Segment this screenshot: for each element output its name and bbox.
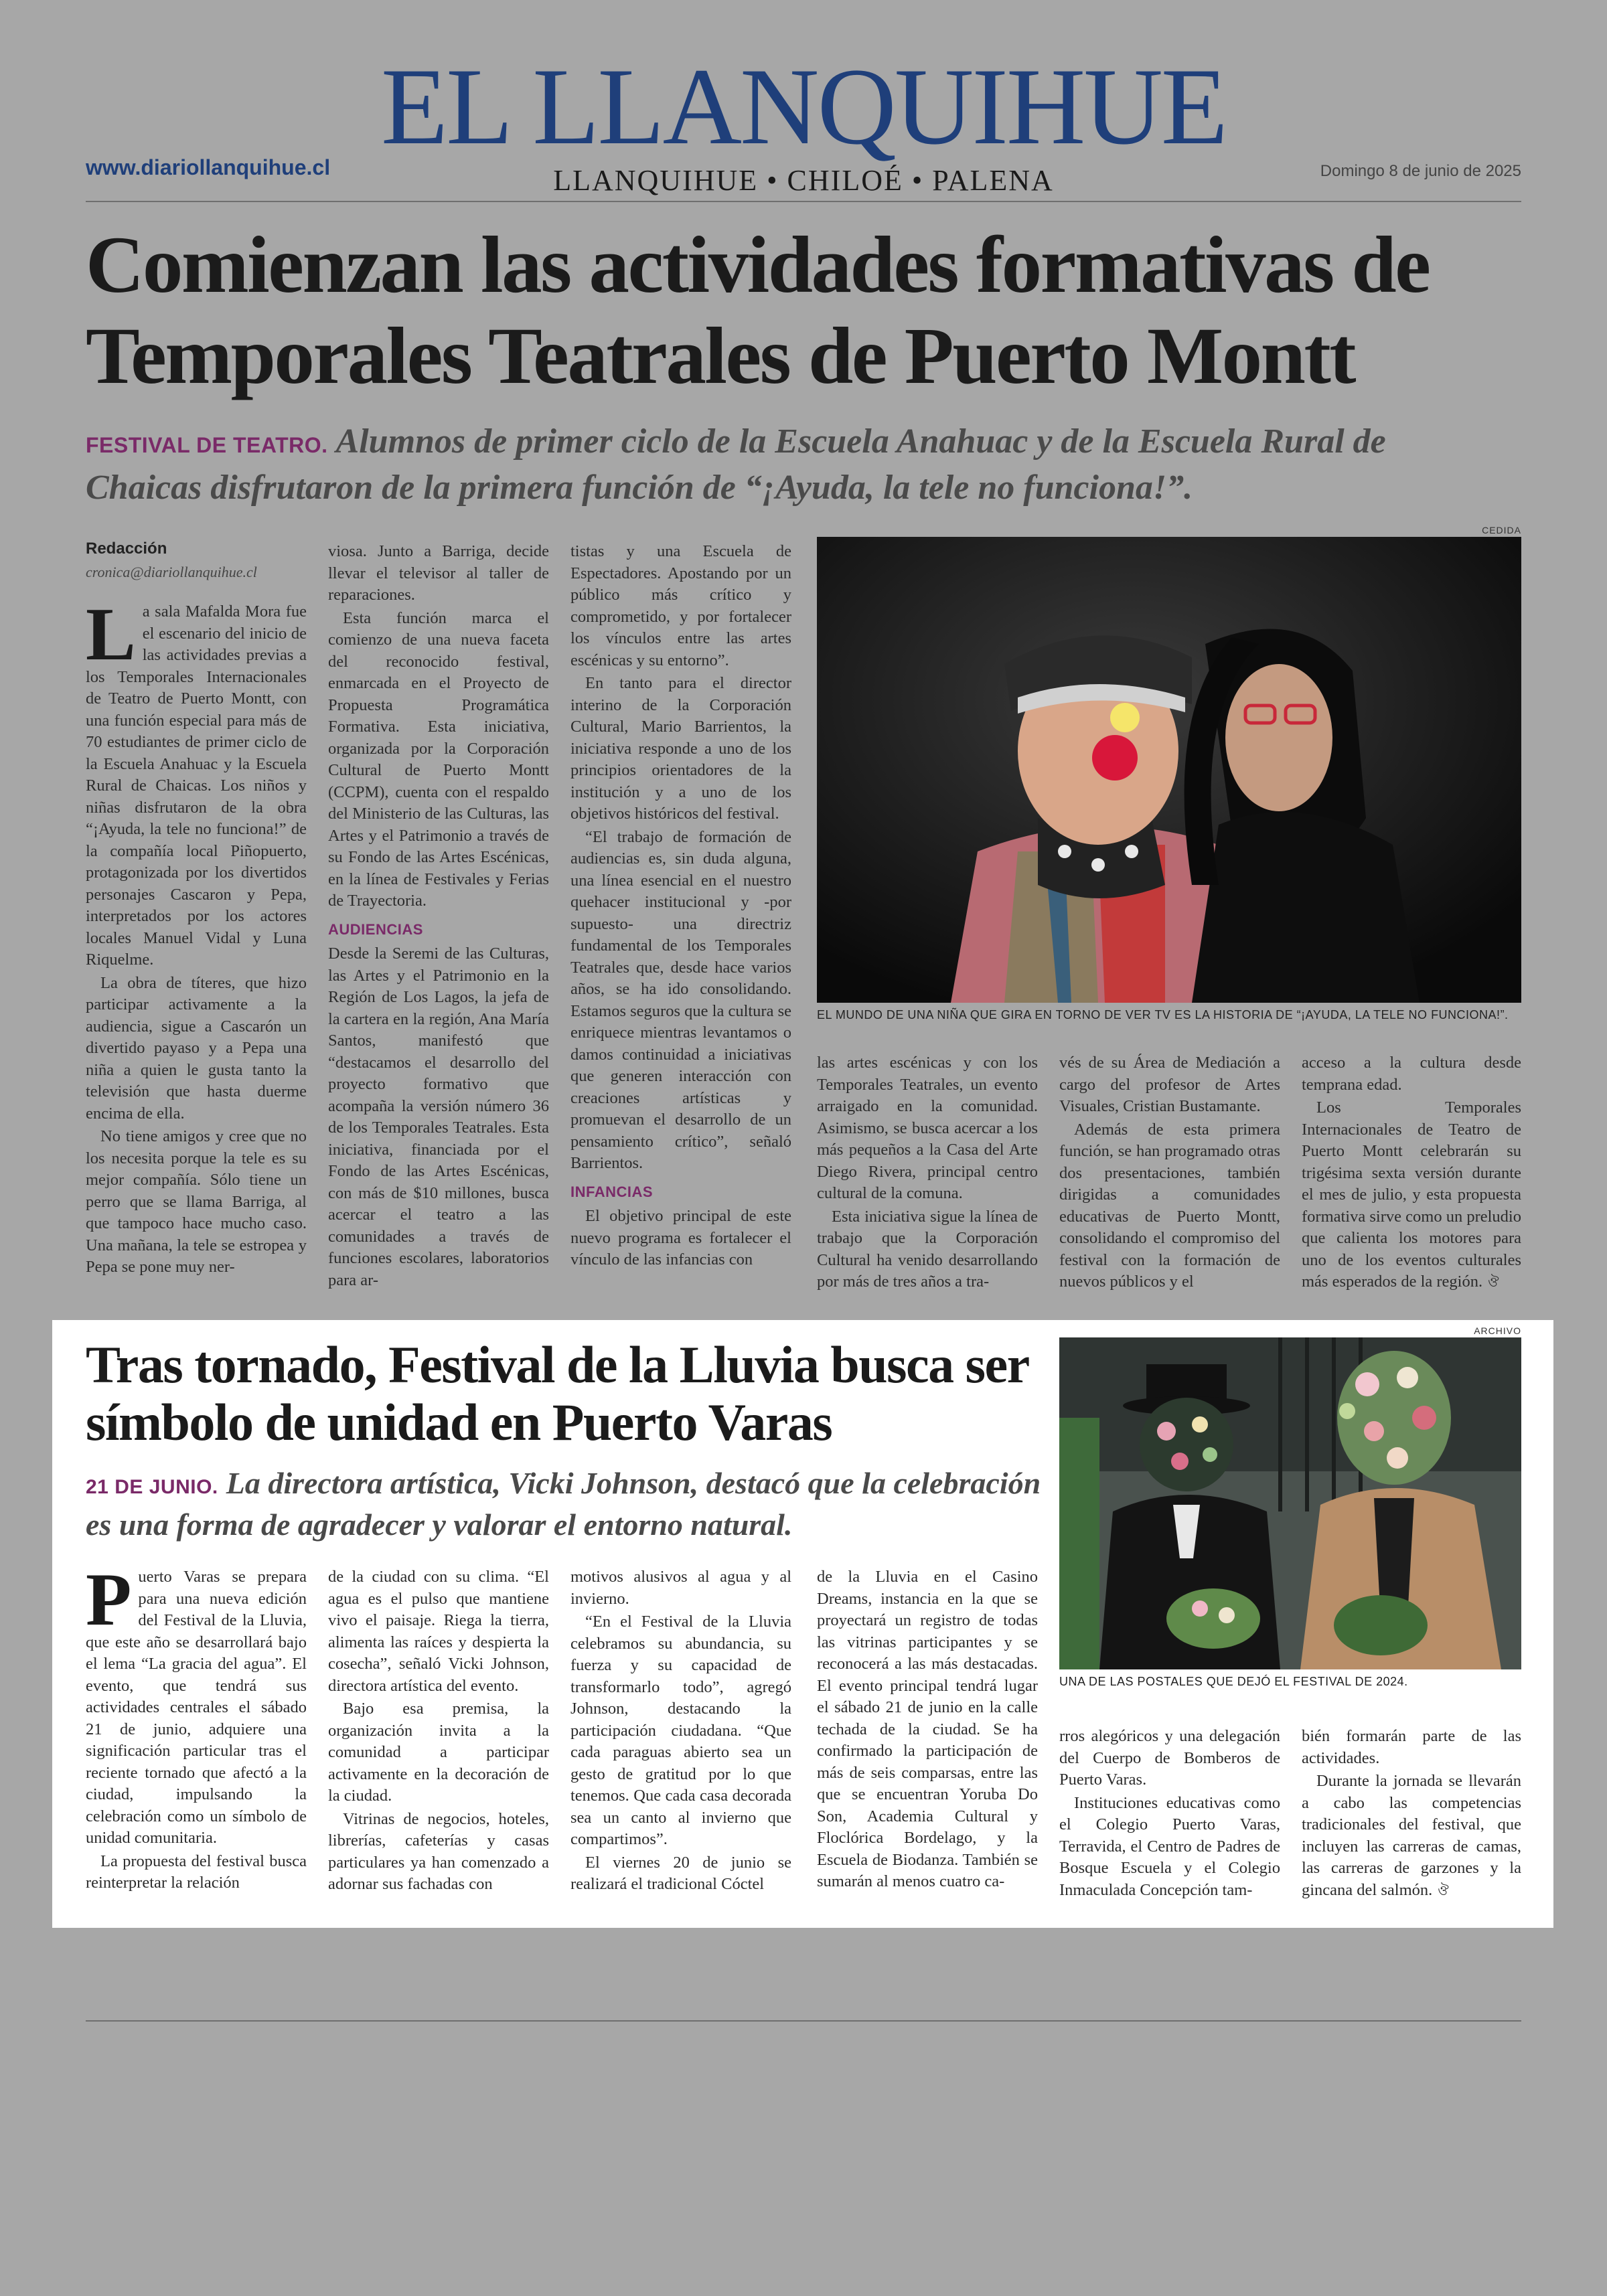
publication-date: Domingo 8 de junio de 2025: [1320, 162, 1521, 180]
article1-column-2: [328, 541, 549, 1305]
article1-column-1: [86, 601, 307, 1305]
article2-column-3: [570, 1566, 791, 1914]
article2-paragraph: motivos alusivos al agua y al invierno.: [570, 1568, 791, 1608]
article2-paragraph: “En el Festival de la Lluvia celebramos su abundancia, su fuerza y su capacidad de transformarlo todo”, agregó Johnson, destacando la participación ciudadana. “Que cada paraguas abierto sea un gesto de gratitud por lo que tenemos. Que cada casa decorada sea un canto al invierno que compartimos”.: [570, 1613, 791, 1848]
article1-paragraph: Esta función marca el comienzo de una nueva faceta del reconocido festival, enmarcada en el Proyecto de Propuesta Programática Formativa. Esta iniciativa, organizada por la Corporación Cultural de Puerto Montt (CCPM), cuenta con el respaldo del Ministerio de las Culturas, las Artes y el Patrimonio a través de su Fondo de las Artes Escénicas, en la línea de Festivales y Ferias de Trayectoria.: [328, 608, 549, 910]
article2-dropcap: P: [86, 1566, 132, 1641]
masthead-divider: [86, 201, 1521, 202]
article2-column-6: [1302, 1726, 1521, 1914]
article1-paragraph: La obra de títeres, que hizo participar activamente a la audiencia, sigue a Cascarón un divertido payaso y a Pepa una niña a quien le gusta tanto la televisión que hasta duerme encima de ella.: [86, 973, 307, 1123]
article1-paragraph: “El trabajo de formación de audiencias es, sin duda alguna, una línea esencial en el nuestro quehacer institucional y -por supuesto- una directriz fundamental de los Temporales Teatrales que, desde hace varios años, se ha ido consolidando. Estamos seguros que la cultura se enriquece mientras levantamos o damos continuidad a iniciativas que generen interacción con creaciones artísticas y promuevan el desarrollo de un pensamiento crítico”, señaló Barrientos.: [570, 827, 791, 1172]
article2-paragraph: rros alegóricos y una delegación del Cuerpo de Bomberos de Puerto Varas.: [1059, 1727, 1280, 1789]
article2-kicker: [86, 1465, 1050, 1544]
article1-dropcap: L: [86, 601, 136, 676]
article1-column-3: [570, 541, 791, 1305]
article2-paragraph: Instituciones educativas como el Colegio Puerto Varas, Terravida, el Centro de Padres de Bosque Escuela y el Colegio Inmaculada Concepción tam-: [1059, 1793, 1280, 1899]
subhead-audiencias: AUDIENCIAS: [328, 920, 423, 938]
article1-paragraph: El objetivo principal de este nuevo programa es fortalecer el vínculo de las infancias con: [570, 1207, 791, 1268]
article1-column-5: [1059, 1052, 1280, 1305]
article2-paragraph: bién formarán parte de las actividades.: [1302, 1727, 1521, 1767]
photo1-caption: EL MUNDO DE UNA NIÑA QUE GIRA EN TORNO DE VER TV ES LA HISTORIA DE “¡AYUDA, LA TELE NO FUNCIONA!”.: [817, 1008, 1509, 1021]
article2-paragraph: Bajo esa premisa, la organización invita a la comunidad a participar activamente en la decoración de la ciudad.: [328, 1700, 549, 1805]
article2-paragraph: Puerto Varas se prepara para una nueva edición del Festival de la Lluvia, que este año se desarrollará bajo el lema “La gracia del agua”. El evento, que tendrá sus actividades centrales el sábado 21 de junio, adquiere una significación particular tras el reciente tornado que afectó a la ciudad, impulsando la celebración como un símbolo de unidad comunitaria.: [86, 1566, 307, 1847]
photo-festival-costumes: [1059, 1337, 1521, 1669]
subhead-infancias: INFANCIAS: [570, 1183, 654, 1200]
article2-kicker-text: La directora artística, Vicki Johnson, destacó que la celebración es una forma de agradecer y valorar el entorno natural.: [86, 1466, 1041, 1542]
article2-paragraph: de la Lluvia en el Casino Dreams, instancia en la que se proyectará un registro de todas las vitrinas participantes y se reconocerá a las más destacadas. El evento principal tendrá lugar el sábado 21 de junio en la calle techada de la ciudad. Se ha confirmado la participación de más de seis comparsas, entre las que se encuentran Yoruba Do Son, Academia Cultural y Floclórica Bordelago, y la Escuela de Biodanza. También se sumarán al menos cuatro ca-: [817, 1568, 1038, 1890]
website-link[interactable]: www.diariollanquihue.cl: [86, 155, 331, 179]
byline-email[interactable]: cronica@diariollanquihue.cl: [86, 564, 257, 580]
article1-paragraph: Los Temporales Internacionales de Teatro de Puerto Montt celebrarán su trigésima sexta versión durante el mes de julio, y esta propuesta formativa sirve como un preludio que calienta los motores para uno de los eventos culturales más esperados de la región. ঔ: [1302, 1098, 1521, 1291]
newspaper-title: EL LLANQUIHUE: [380, 46, 1227, 167]
photo-festival-illustration: [1059, 1337, 1521, 1669]
article1-paragraph: vés de su Área de Mediación a cargo del profesor de Artes Visuales, Cristian Bustamante.: [1059, 1054, 1280, 1115]
article1-paragraph: acceso a la cultura desde temprana edad.: [1302, 1054, 1521, 1094]
photo1-credit: CEDIDA: [1482, 525, 1521, 536]
article1-column-4: [817, 1052, 1038, 1305]
article2-column-1: [86, 1566, 307, 1914]
article1-paragraph: No tiene amigos y cree que no los necesita porque la tele es su mejor compañía. Sólo tiene un perro que se llama Barriga, al que tampoco hace mucho caso. Una mañana, la tele se estropea y Pepa se pone muy ner-: [86, 1127, 307, 1276]
regions-tagline: LLANQUIHUE • CHILOÉ • PALENA: [553, 164, 1054, 197]
article1-paragraph: Desde la Seremi de las Culturas, las Artes y el Patrimonio en la Región de Los Lagos, la jefa de la cartera en la región, Ana María Santos, manifestó que “destacamos el desarrollo del proyecto formativo que acompaña la versión número 36 de los Temporales Teatrales. Esta iniciativa, financiada por el Fondo de las Artes Escénicas, con más de $10 millones, busca acercar el teatro a las comunidades a través de funciones escolares, laboratorios para ar-: [328, 945, 549, 1289]
article1-kicker-tag: FESTIVAL DE TEATRO.: [86, 433, 328, 457]
article1-paragraph: viosa. Junto a Barriga, decide llevar el televisor al taller de reparaciones.: [328, 542, 549, 604]
article1-paragraph: En tanto para el director interino de la Corporación Cultural, Mario Barrientos, la iniciativa responde a uno de los principios orientadores de la institución y a uno de los objetivos históricos del festival.: [570, 674, 791, 823]
article1-kicker: [86, 420, 1425, 509]
photo-clown-and-woman: [817, 537, 1521, 1003]
end-mark-icon: ঔ: [1438, 1882, 1449, 1898]
article1-kicker-text: Alumnos de primer ciclo de la Escuela Anahuac y de la Escuela Rural de Chaicas disfrutaron de la primera función de “¡Ayuda, la tele no funciona!”.: [86, 422, 1386, 507]
article1-paragraph: Además de esta primera función, se han programado otras dos presentaciones, también dirigidas a comunidades educativas de Puerto Montt, consolidando el compromiso del festival con la formación de nuevos públicos y el: [1059, 1120, 1280, 1291]
byline-name: Redacción: [86, 540, 167, 558]
article2-paragraph: de la ciudad con su clima. “El agua es el pulso que mantiene vivo el paisaje. Riega la tierra, alimenta las raíces y despierta la cosecha”, señaló Vicki Johnson, directora artística del evento.: [328, 1568, 549, 1695]
article1-paragraph: La sala Mafalda Mora fue el escenario del inicio de las actividades previas a los Temporales Internacionales de Teatro de Puerto Montt, con una función especial para más de 70 estudiantes de primer ciclo de la Escuela Anahuac y la Escuela Rural de Chaicas. Los niños y niñas disfrutaron de la obra “¡Ayuda, la tele no funciona!” de la compañía local Piñopuerto, protagonizada por los divertidos personajes Cascaron y Pepa, interpretados por los actores locales Manuel Vidal y Luna Riquelme.: [86, 601, 307, 969]
article2-paragraph: Vitrinas de negocios, hoteles, librerías, cafeterías y casas particulares ya han comenzado a adornar sus fachadas con: [328, 1809, 549, 1893]
article2-paragraph: La propuesta del festival busca reinterpretar la relación: [86, 1852, 307, 1892]
photo2-credit: ARCHIVO: [1474, 1325, 1521, 1336]
photo2-caption: UNA DE LAS POSTALES QUE DEJÓ EL FESTIVAL DE 2024.: [1059, 1675, 1408, 1688]
bottom-divider: [86, 2020, 1521, 2022]
article1-headline: Comienzan las actividades formativas de Temporales Teatrales de Puerto Montt: [86, 220, 1430, 401]
article1-column-6: [1302, 1052, 1521, 1305]
article2-kicker-tag: 21 DE JUNIO.: [86, 1476, 218, 1498]
article2-paragraph: El viernes 20 de junio se realizará el tradicional Cóctel: [570, 1853, 791, 1893]
article1-paragraph: tistas y una Escuela de Espectadores. Apostando por un público más crítico y comprometido, y por fortalecer los vínculos entre las artes escénicas y su entorno”.: [570, 542, 791, 669]
photo-clown-illustration: [817, 537, 1521, 1003]
article1-paragraph: Esta iniciativa sigue la línea de trabajo que la Corporación Cultural ha venido desarrollando por más de tres años a tra-: [817, 1207, 1038, 1291]
article1-paragraph: las artes escénicas y con los Temporales Teatrales, un evento arraigado en la comunidad. Asimismo, se busca acercar a los más pequeños a la Casa del Arte Diego Rivera, principal centro cultural de la comuna.: [817, 1054, 1038, 1202]
article2-column-4: [817, 1566, 1038, 1914]
article2-headline: Tras tornado, Festival de la Lluvia busca ser símbolo de unidad en Puerto Varas: [86, 1335, 1028, 1451]
article2-column-5: [1059, 1726, 1280, 1914]
end-mark-icon: ঔ: [1488, 1274, 1499, 1290]
article2-paragraph: Durante la jornada se llevarán a cabo las competencias tradicionales del festival, que incluyen las carreras de camas, las carreras de garzones y la gincana del salmón. ঔ: [1302, 1772, 1521, 1899]
article2-column-2: [328, 1566, 549, 1914]
